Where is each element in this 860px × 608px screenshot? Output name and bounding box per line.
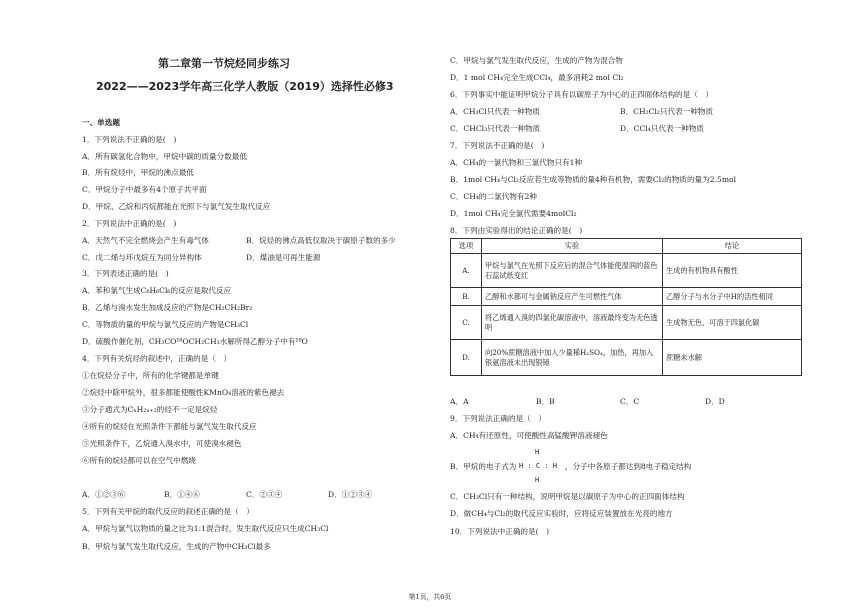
q9-option-b-suffix: ，分子中各原子都达到8电子稳定结构 xyxy=(565,462,692,471)
q5-option-c: C．甲烷与氯气发生取代反应，生成的产物为混合物 xyxy=(450,56,623,65)
question-7: 7．下列说法不正确的是( ) xyxy=(450,141,545,150)
q4-statement-6: ⑥所有的烷烃都可以在空气中燃烧 xyxy=(82,456,196,465)
q4-option-b: B．①④⑥ xyxy=(164,490,200,499)
q3-option-c: C．等物质的量的甲烷与氯气反应的产物是CH₃Cl xyxy=(82,320,249,329)
table-cell: 生成的有机物具有酸性 xyxy=(663,254,802,288)
q7-option-a: A．CH₄的一氯代物和三氯代物只有1种 xyxy=(450,158,583,167)
electron-formula-top: H xyxy=(535,448,540,456)
question-4: 4．下列有关烷烃的叙述中，正确的是（ ） xyxy=(82,354,232,363)
q1-option-c: C．甲烷分子中最多有4个原子共平面 xyxy=(82,185,207,194)
q4-statement-5: ⑤光照条件下，乙烷通入溴水中，可使溴水褪色 xyxy=(82,439,242,448)
doc-title: 第二章第一节烷烃同步练习 xyxy=(158,57,290,70)
question-5: 5．下列有关甲烷的取代反应的叙述正确的是（ ） xyxy=(82,507,254,516)
table-row xyxy=(451,340,802,376)
section-heading: 一、单选题 xyxy=(82,118,120,127)
q3-option-b: B．乙烯与溴水发生加成反应的产物是CH₂CH₂Br₂ xyxy=(82,303,253,312)
q6-option-b: B．CH₂Cl₂只代表一种物质 xyxy=(620,107,714,116)
question-6: 6．下列事实中能证明甲烷分子具有以碳原子为中心的正四面体结构的是（ ） xyxy=(450,90,714,99)
table-row xyxy=(451,254,802,288)
q8-option-a: A．A xyxy=(450,397,469,406)
doc-subtitle: 2022——2023学年高三化学人教版（2019）选择性必修3 xyxy=(96,80,394,93)
table-cell: 将乙烯通入溴的四氯化碳溶液中，溶液最终变为无色透明 xyxy=(482,306,663,340)
q9-option-c: C．CH₃Cl只有一种结构，说明甲烷是以碳原子为中心的正四面体结构 xyxy=(450,492,685,501)
table-cell: D. xyxy=(451,340,482,376)
q6-option-d: D．CCl₄只代表一种物质 xyxy=(620,124,704,133)
q8-option-c: C．C xyxy=(620,397,640,406)
table-cell: 甲烷与氯气在光照下反应后的混合气体能使湿润的蓝色石蕊试纸变红 xyxy=(482,254,663,288)
table-cell: C. xyxy=(451,306,482,340)
question-8: 8．下列由实验得出的结论正确的是( ) xyxy=(450,226,583,235)
table-cell: 生成物无色，可溶于四氯化碳 xyxy=(663,306,802,340)
q4-statement-1: ①在烷烃分子中，所有的化学键都是单键 xyxy=(82,371,219,380)
q7-option-d: D．1mol CH₄完全氯代需要4molCl₂ xyxy=(450,209,577,218)
q1-option-b: B．所有烷烃中，甲烷的沸点最低 xyxy=(82,168,194,177)
electron-formula-bottom: H xyxy=(535,476,540,484)
q9-option-d: D．做CH₄与Cl₂的取代反应实验时，应将反应装置放在光亮的地方 xyxy=(450,509,673,518)
q6-option-c: C．CHCl₃只代表一种物质 xyxy=(450,124,541,133)
table-cell: 乙醇分子与水分子中H的活性相同 xyxy=(663,288,802,306)
q4-option-d: D．①②③④ xyxy=(328,490,373,499)
q4-statement-4: ④所有的烷烃在光照条件下都能与氯气发生取代反应 xyxy=(82,422,257,431)
question-9: 9．下列说法正确的是（ ） xyxy=(450,414,546,423)
q2-option-a: A．天然气不完全燃烧会产生有毒气体 xyxy=(82,236,209,245)
q5-option-a: A．甲烷与氯气以物质的量之比为1:1混合时，发生取代反应只生成CH₃Cl xyxy=(82,524,329,533)
table-header-cell: 实验 xyxy=(482,239,663,254)
q5-option-b: B．甲烷与氯气发生取代反应，生成的产物中CH₃Cl最多 xyxy=(82,542,271,551)
table-row xyxy=(451,306,802,340)
table-header-cell: 结论 xyxy=(663,239,802,254)
table-cell: A. xyxy=(451,254,482,288)
q4-statement-2: ②烷烃中除甲烷外，很多都能使酸性KMnO₄溶液的紫色褪去 xyxy=(82,388,285,397)
table-cell: B. xyxy=(451,288,482,306)
q2-option-b: B．烷烃的沸点高低仅取决于碳原子数的多少 xyxy=(246,236,396,245)
table-row xyxy=(451,288,802,306)
q6-option-a: A．CH₃Cl只代表一种物质 xyxy=(450,107,540,116)
q5-option-d: D．1 mol CH₄完全生成CCl₄，最多消耗2 mol Cl₂ xyxy=(450,73,624,82)
table-cell: 向20%蔗糖溶液中加入少量稀H₂SO₄，加热，再加入银氨溶液未出现银镜 xyxy=(482,340,663,376)
q7-option-b: B．1mol CH₄与Cl₂反应若生成等物质的量4种有机物，需要Cl₂的物质的量为2.5mol xyxy=(450,175,737,184)
question-2: 2．下列说法中正确的是( ) xyxy=(82,219,177,228)
q1-option-a: A．所有碳氢化合物中，甲烷中碳的质量分数最低 xyxy=(82,152,247,161)
q2-option-d: D．煤油是可再生能源 xyxy=(246,253,321,262)
q1-option-d: D．甲烷、乙烷和丙烷都能在光照下与氯气发生取代反应 xyxy=(82,202,271,211)
question-1: 1．下列说法不正确的是( ) xyxy=(82,135,177,144)
q7-option-c: C．CH₄的二氯代物有2种 xyxy=(450,192,537,201)
table-header-row xyxy=(451,239,802,254)
q4-statement-3: ③分子通式为CₙH₂ₙ₊₂的烃不一定是烷烃 xyxy=(82,405,218,414)
electron-formula-middle: H : C : H xyxy=(519,462,557,470)
q9-option-a: A．CH₄有还原性，可使酸性高锰酸钾溶液褪色 xyxy=(450,431,608,440)
q2-option-c: C．戊二烯与环戊烷互为同分异构体 xyxy=(82,253,202,262)
page-footer: 第1页，共6页 xyxy=(408,593,452,601)
table-cell: 蔗糖未水解 xyxy=(663,340,802,376)
q3-option-a: A．苯和氯气生成C₆H₆Cl₆的反应是取代反应 xyxy=(82,286,232,295)
q3-option-d: D．硫酸作催化剂，CH₃CO¹⁸OCH₂CH₃水解所得乙醇分子中有¹⁸O xyxy=(82,337,308,346)
table-cell: 乙醇和水都可与金属钠反应产生可燃性气体 xyxy=(482,288,663,306)
q8-table xyxy=(450,238,802,376)
q8-option-b: B．B xyxy=(536,397,555,406)
q4-option-c: C．②③④ xyxy=(246,490,283,499)
question-10: 10．下列说法中正确的是( ) xyxy=(450,527,550,536)
q8-option-d: D．D xyxy=(705,397,725,406)
q9-option-b-prefix: B．甲烷的电子式为 xyxy=(450,462,517,471)
table-header-cell: 选项 xyxy=(451,239,482,254)
q4-option-a: A．①②③⑥ xyxy=(82,490,126,499)
question-3: 3．下列表述正确的是( ) xyxy=(82,269,169,278)
